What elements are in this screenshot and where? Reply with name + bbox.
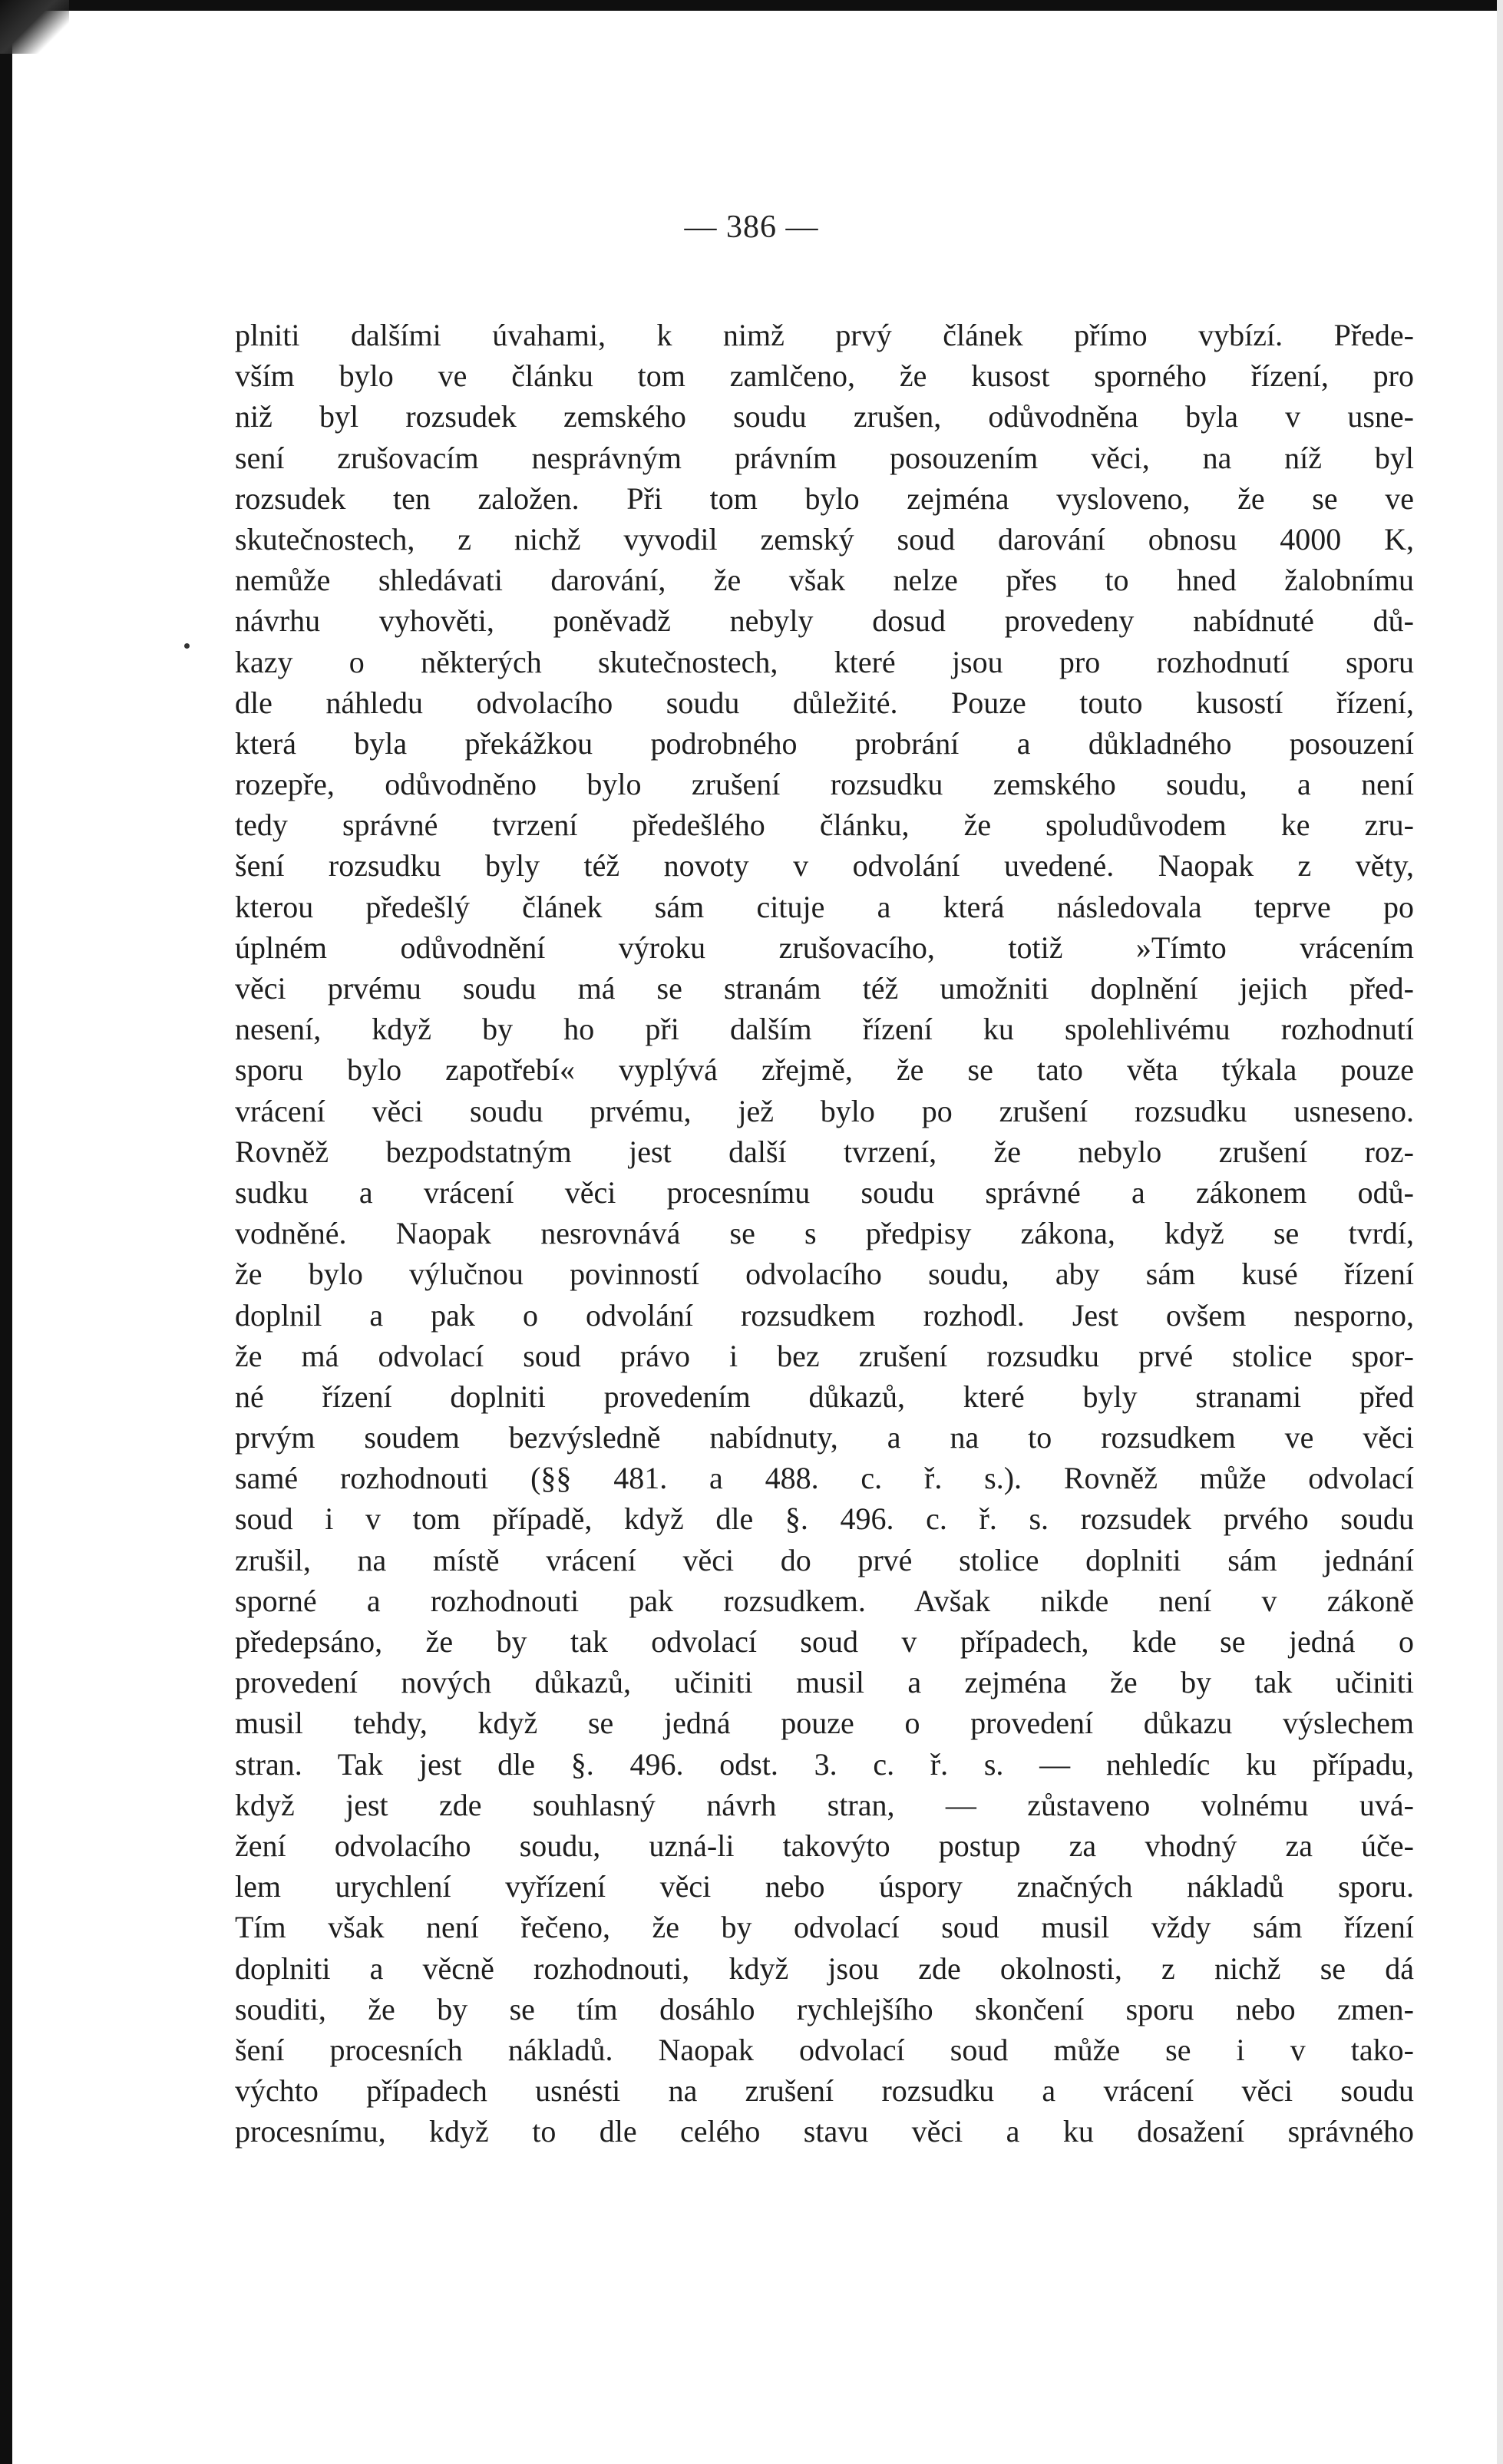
text-line: zrušil, na místě vrácení věci do prvé stolice doplniti sám jednání — [235, 1542, 1414, 1577]
text-line: vodněné. Naopak nesrovnává se s předpisy zákona, když se tvrdí, — [235, 1216, 1414, 1251]
text-line: vrácení věci soudu prvému, jež bylo po zrušení rozsudku usneseno. — [235, 1093, 1414, 1128]
text-line: plniti dalšími úvahami, k nimž prvý článek přímo vybízí. Přede- — [235, 318, 1414, 352]
text-line: doplniti a věcně rozhodnouti, když jsou zde okolnosti, z nichž se dá — [235, 1950, 1414, 1986]
text-line: prvým soudem bezvýsledně nabídnuty, a na to rozsudkem ve věci — [235, 1420, 1414, 1455]
text-line: když jest zde souhlasný návrh stran, — zůstaveno volnému uvá- — [235, 1787, 1414, 1822]
text-line: žení odvolacího soudu, uzná-li takovýto postup za vhodný za úče- — [235, 1828, 1414, 1863]
scan-border-right — [1497, 0, 1503, 2464]
body-text — [235, 315, 1414, 2152]
scan-corner-shadow — [0, 0, 69, 54]
text-line: kazy o některých skutečnostech, které jsou pro rozhodnutí sporu — [235, 644, 1414, 679]
text-line: že má odvolací soud právo i bez zrušení rozsudku prvé stolice spor- — [235, 1338, 1414, 1373]
text-line: šení rozsudku byly též novoty v odvolání uvedené. Naopak z věty, — [235, 848, 1414, 884]
page-number: — 386 — — [684, 210, 819, 245]
text-line: provedení nových důkazů, učiniti musil a zejména že by tak učiniti — [235, 1665, 1414, 1700]
text-line: šení procesních nákladů. Naopak odvolací soud může se i v tako- — [235, 2032, 1414, 2067]
text-line: předepsáno, že by tak odvolací soud v případech, kde se jedná o — [235, 1624, 1414, 1659]
text-line: výchto případech usnésti na zrušení rozsudku a vrácení věci soudu — [235, 2073, 1414, 2109]
text-line: nesení, když by ho při dalším řízení ku spolehlivému rozhodnutí — [235, 1012, 1414, 1047]
text-line: věci prvému soudu má se stranám též umožniti doplnění jejich před- — [235, 971, 1414, 1006]
text-line: rozepře, odůvodněno bylo zrušení rozsudku zemského soudu, a není — [235, 767, 1414, 802]
text-line: Tím však není řečeno, že by odvolací soud musil vždy sám řízení — [235, 1910, 1414, 1945]
text-line: návrhu vyhověti, poněvadž nebyly dosud provedeny nabídnuté dů- — [235, 603, 1414, 639]
text-line: nemůže shledávati darování, že však nelze přes to hned žalobnímu — [235, 563, 1414, 598]
text-line: sporné a rozhodnouti pak rozsudkem. Avšak nikde není v zákoně — [235, 1583, 1414, 1618]
text-line: sudku a vrácení věci procesnímu soudu správné a zákonem odů- — [235, 1174, 1414, 1210]
text-line: procesnímu, když to dle celého stavu věci a ku dosažení správného — [235, 2114, 1414, 2149]
scan-border-top — [0, 0, 1503, 11]
text-line: musil tehdy, když se jedná pouze o provedení důkazu výslechem — [235, 1706, 1414, 1741]
text-line: niž byl rozsudek zemského soudu zrušen, odůvodněna byla v usne- — [235, 399, 1414, 434]
text-line: rozsudek ten založen. Při tom bylo zejména vysloveno, že se ve — [235, 481, 1414, 516]
text-line: soud i v tom případě, když dle §. 496. c. ř. s. rozsudek prvého soudu — [235, 1501, 1414, 1537]
text-line: souditi, že by se tím dosáhlo rychlejšího skončení sporu nebo zmen- — [235, 1991, 1414, 2026]
text-line: stran. Tak jest dle §. 496. odst. 3. c. ř. s. — nehledíc ku případu, — [235, 1746, 1414, 1782]
text-line: sení zrušovacím nesprávným právním posouzením věci, na níž byl — [235, 440, 1414, 475]
text-line: né řízení doplniti provedením důkazů, které byly stranami před — [235, 1379, 1414, 1414]
text-line: doplnil a pak o odvolání rozsudkem rozhodl. Jest ovšem nesporno, — [235, 1297, 1414, 1333]
text-line: vším bylo ve článku tom zamlčeno, že kusost sporného řízení, pro — [235, 358, 1414, 394]
scan-border-left — [0, 0, 12, 2464]
text-line: lem urychlení vyřízení věci nebo úspory značných nákladů sporu. — [235, 1869, 1414, 1904]
text-line: skutečnostech, z nichž vyvodil zemský soud darování obnosu 4000 K, — [235, 521, 1414, 557]
text-line: dle náhledu odvolacího soudu důležité. Pouze touto kusostí řízení, — [235, 685, 1414, 720]
text-line: úplném odůvodnění výroku zrušovacího, totiž »Tímto vrácením — [235, 930, 1414, 965]
text-line: samé rozhodnouti (§§ 481. a 488. c. ř. s.). Rovněž může odvolací — [235, 1461, 1414, 1496]
text-line: tedy správné tvrzení předešlého článku, že spoludůvodem ke zru- — [235, 808, 1414, 843]
text-line: která byla překážkou podrobného probrání a důkladného posouzení — [235, 725, 1414, 761]
text-line: Rovněž bezpodstatným jest další tvrzení, že nebylo zrušení roz- — [235, 1134, 1414, 1169]
text-line: sporu bylo zapotřebí« vyplývá zřejmě, že se tato věta týkala pouze — [235, 1052, 1414, 1088]
margin-dot — [184, 643, 190, 649]
text-line: kterou předešlý článek sám cituje a která následovala teprve po — [235, 889, 1414, 924]
text-line: že bylo výlučnou povinností odvolacího soudu, aby sám kusé řízení — [235, 1257, 1414, 1292]
